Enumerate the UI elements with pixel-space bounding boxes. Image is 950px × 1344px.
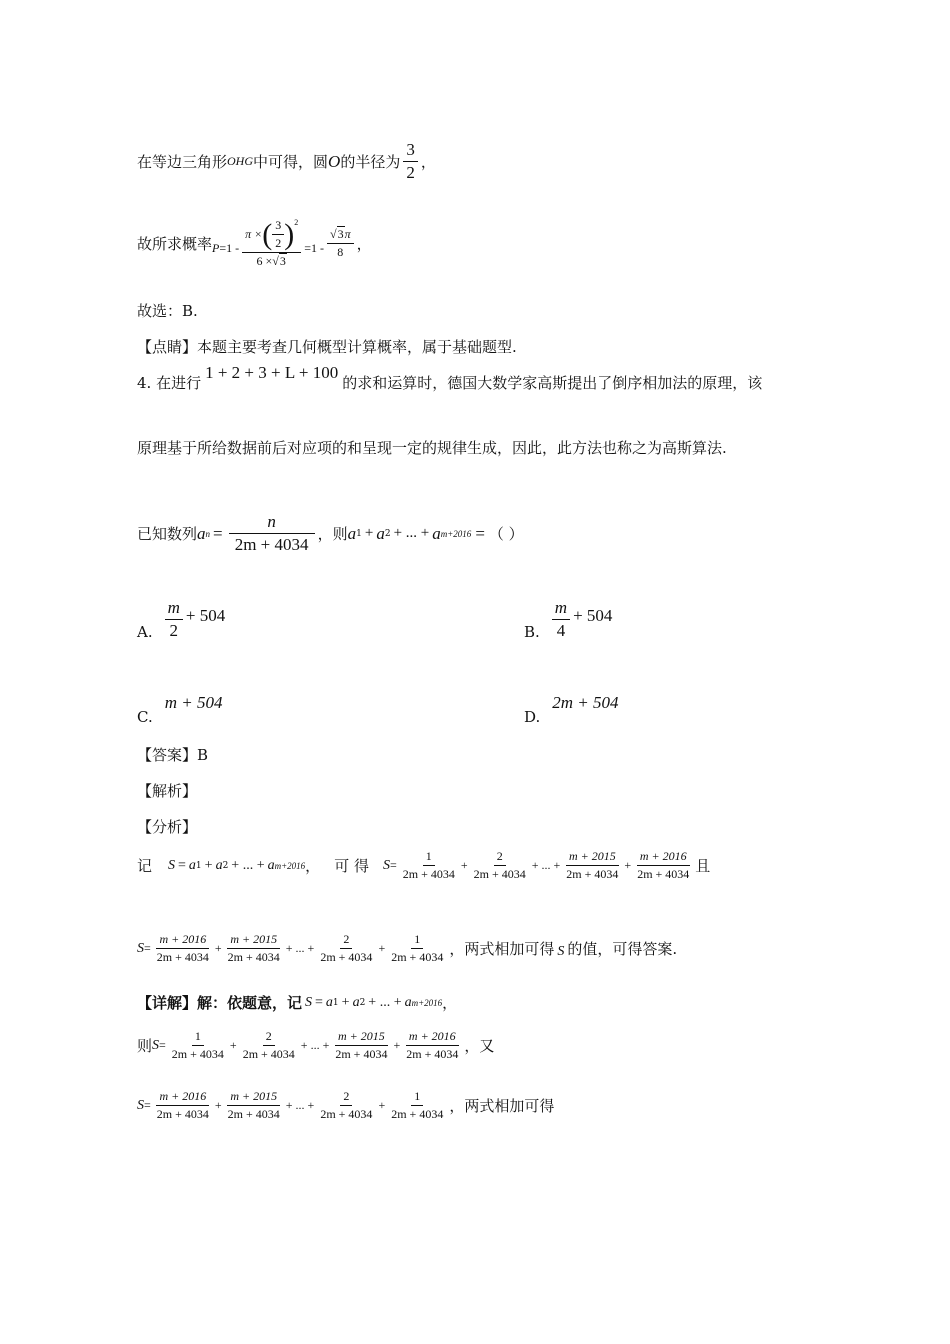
reverse-sum-line: S = $\frac{m + 2016}{2m + 4034}$ + $\frac{m + 2015}{2m + 4034}$ + ... + $\frac{2}{2m + 4034}$ + $\frac{1}{2m + 4034}$ ，两式相加可得 S 的值，可得答案. bbox=[137, 932, 678, 964]
question-4-line-3: 已知数列 a n = $\frac{n}{2m + 4034}$ ，则 a 1 + a 2 + ... + a m+2016 = （ ） bbox=[137, 512, 524, 554]
fenxi-heading: 【分析】 bbox=[137, 818, 198, 836]
option-a: A. $\frac{m}{2}$ + 504 bbox=[137, 598, 226, 641]
text-line-probability: 故所求概率 P =1 - π × ( $\frac{3}{2}$ ) $^2$ 6 ×√3 =1 - $\frac{√3\pi}{8}$ ， bbox=[137, 217, 372, 268]
detail-line-3: S = $\frac{m + 2016}{2m + 4034}$ + $\frac{m + 2015}{2m + 4034}$ + ... + $\frac{2}{2m + 4034}$ + $\frac{1}{2m + 4034}$ ，两式相加可得 bbox=[137, 1089, 555, 1121]
option-c: C. m + 504 bbox=[137, 693, 223, 726]
text-line: 故选：B. bbox=[137, 302, 198, 320]
text-line-radius: 在等边三角形 OHG 中可得，圆 O 的半径为 $\frac{3}{2}$ ， bbox=[137, 140, 436, 182]
math-circle: O bbox=[328, 151, 341, 171]
text: 的半径为 bbox=[340, 153, 401, 171]
text: 中可得，圆 bbox=[253, 153, 329, 171]
ji-line: 记 S = a 1 + a 2 + ... + a m+2016 ， 可 得 S = $\frac{1}{2m + 4034}$ + $\frac{2}{2m + 4034}$ + ... + $\frac{m + 2015}{2m + 4034}$ + $\frac{m + 2016}{2m + 4034}$ 且 bbox=[137, 849, 711, 881]
detail-line: 【详解】解：依题意，记 S = a 1 + a 2 + ... + a m+2016 ， bbox=[137, 994, 458, 1012]
fraction-sequence: $\frac{n}{2m + 4034}$ bbox=[229, 512, 315, 555]
question-4-line-1: 4. 在进行 1 + 2 + 3 + L + 100 的求和运算时，德国大数学家高斯提出了倒序相加法的原理，该 bbox=[137, 362, 763, 392]
analysis-heading: 【解析】 bbox=[137, 782, 198, 800]
fraction-result: $\frac{√3\pi}{8}$ bbox=[327, 227, 354, 260]
text: 故所求概率 bbox=[137, 235, 213, 253]
option-b: B. $\frac{m}{4}$ + 504 bbox=[524, 598, 613, 641]
fraction-probability: π × ( $\frac{3}{2}$ ) $^2$ 6 ×√3 bbox=[242, 218, 301, 269]
text-line: 【点睛】本题主要考查几何概型计算概率，属于基础题型. bbox=[137, 338, 517, 356]
option-d: D. 2m + 504 bbox=[524, 693, 619, 726]
detail-line-2: 则 S = $\frac{1}{2m + 4034}$ + $\frac{2}{2m + 4034}$ + ... + $\frac{m + 2015}{2m + 4034}$ + $\frac{m + 2016}{2m + 4034}$ ，又 bbox=[137, 1029, 495, 1061]
fraction-radius: $\frac{3}{2}$ bbox=[403, 140, 418, 183]
math-sum: 1 + 2 + 3 + L + 100 bbox=[205, 362, 339, 382]
text: 在等边三角形 bbox=[137, 153, 228, 171]
answer-line: 【答案】B bbox=[137, 746, 209, 764]
question-4-line-2: 原理基于所给数据前后对应项的和呈现一定的规律生成，因此，此方法也称之为高斯算法. bbox=[137, 439, 727, 457]
math-triangle: OHG bbox=[227, 154, 254, 168]
